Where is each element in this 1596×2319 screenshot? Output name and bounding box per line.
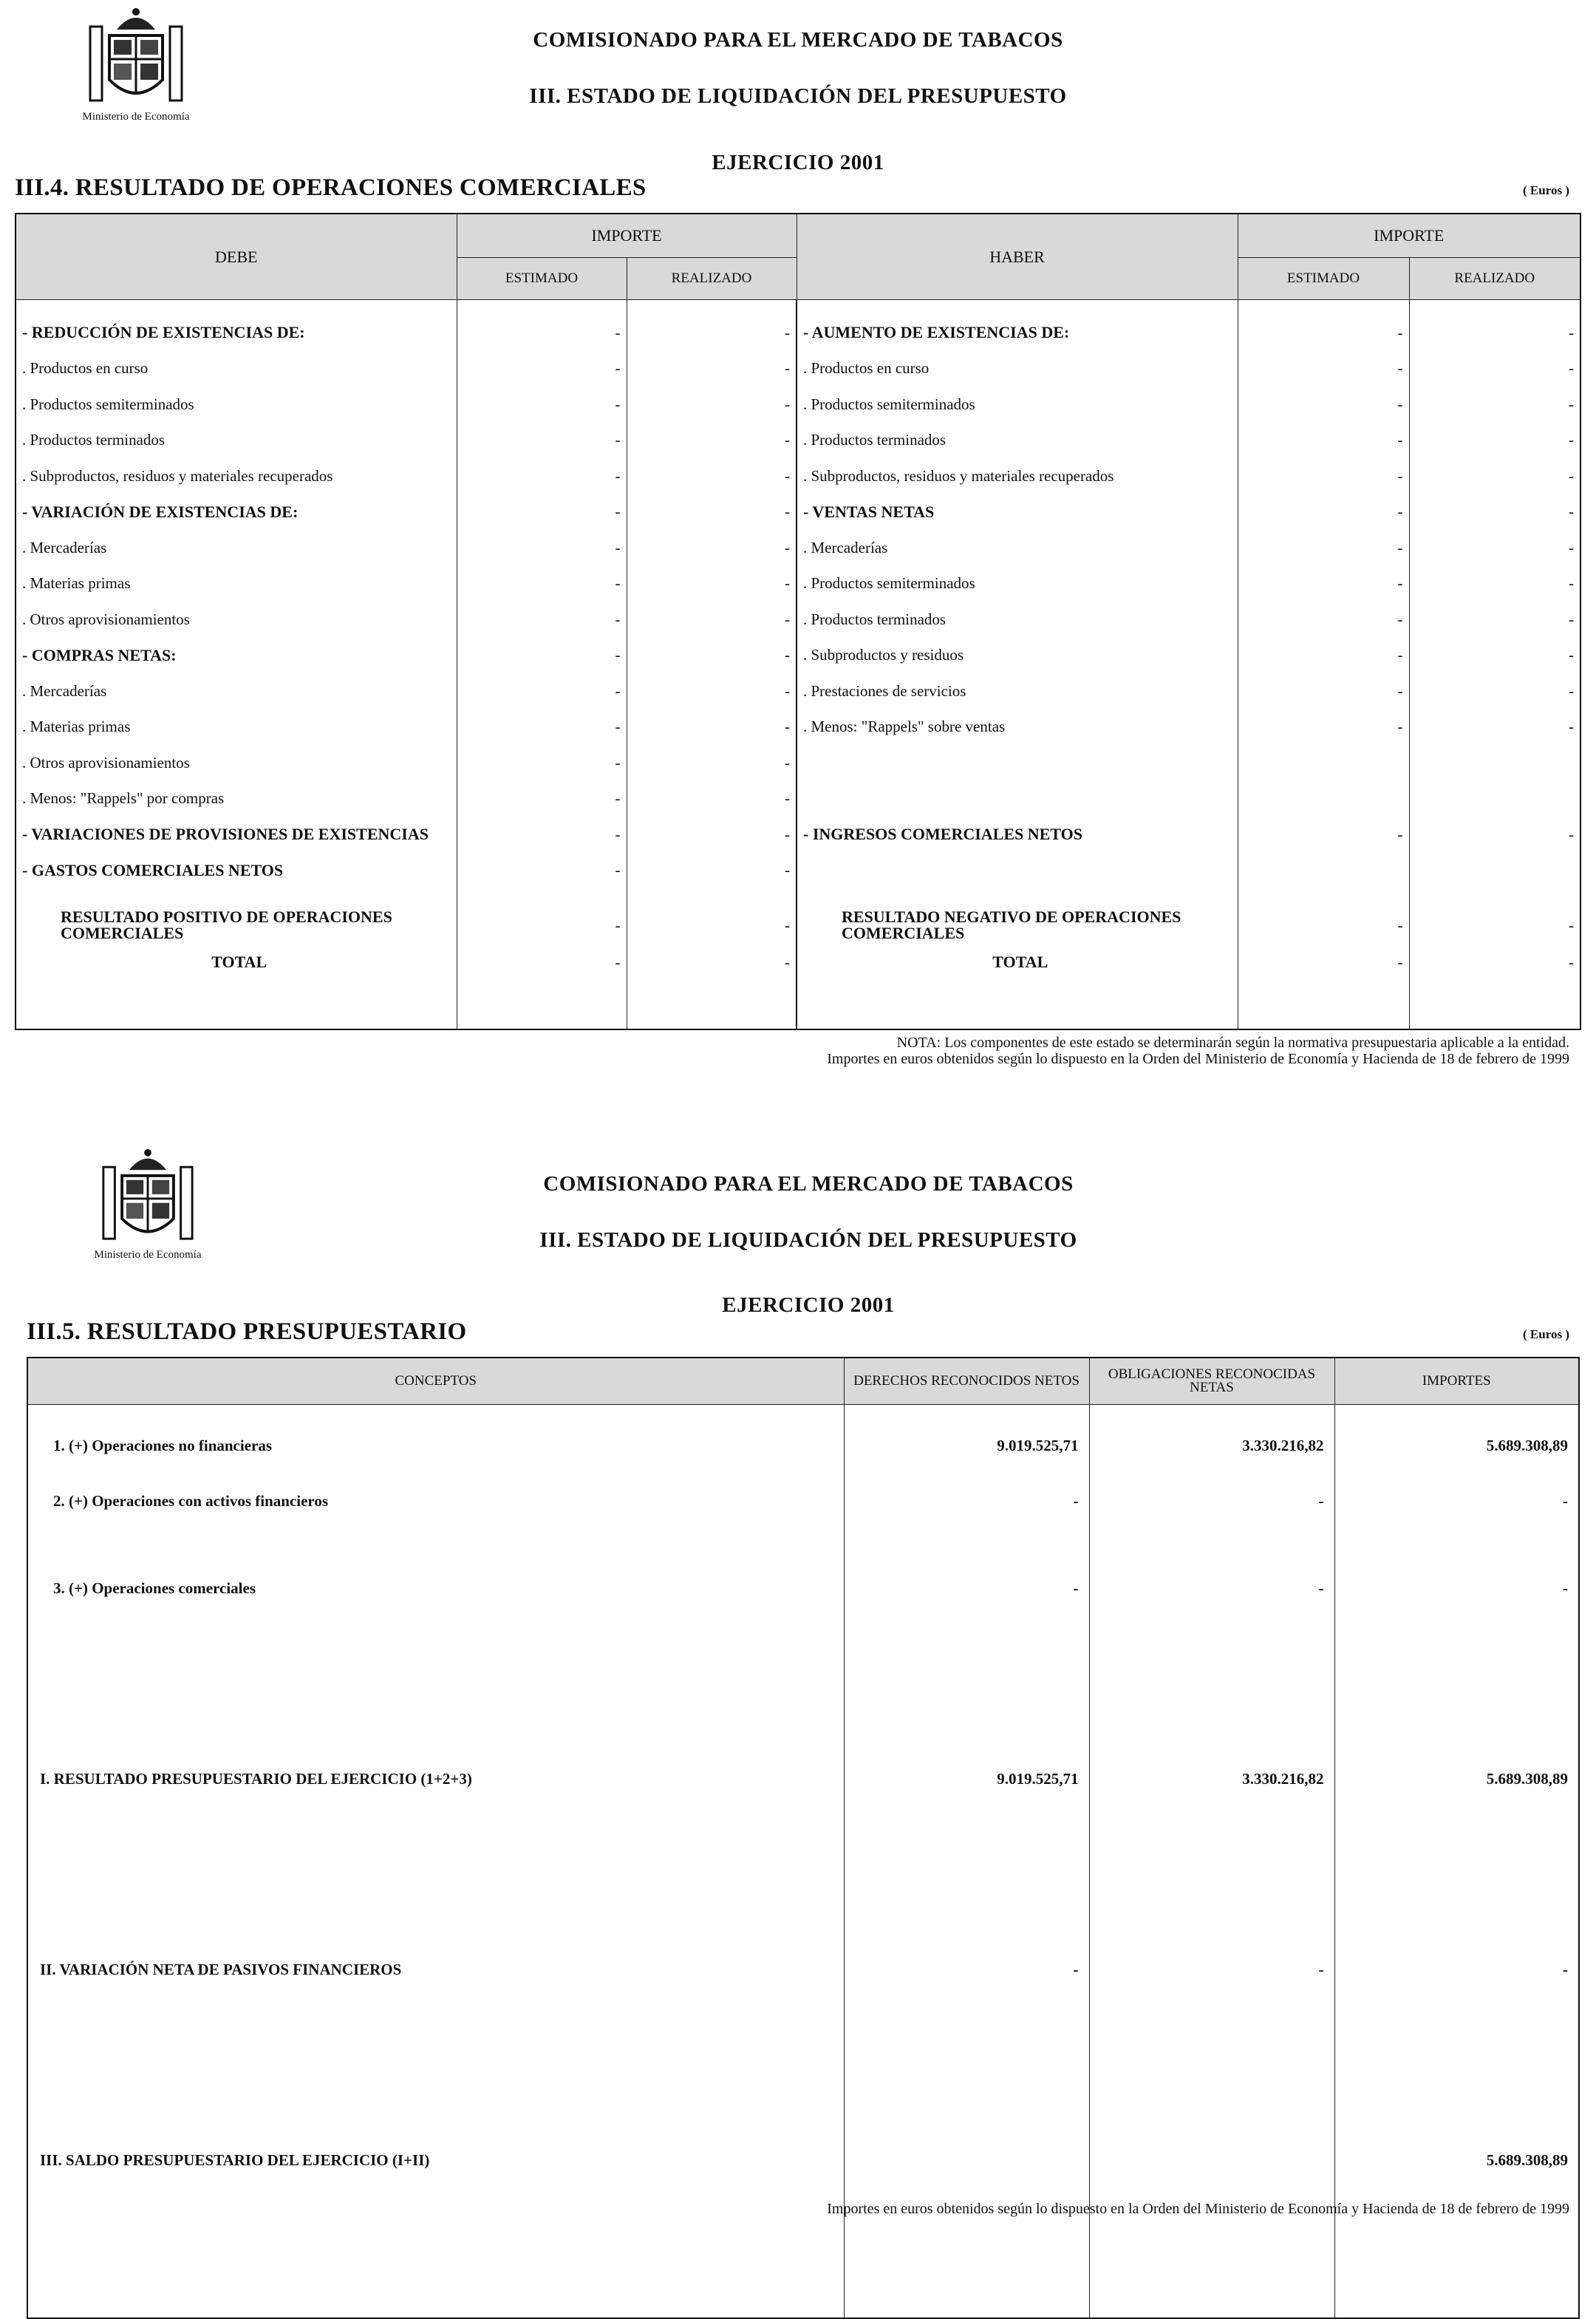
- value-cell: -: [627, 315, 797, 351]
- value-cell: -: [627, 781, 797, 817]
- debe-item-label: - VARIACIONES DE PROVISIONES DE EXISTENCIAS: [16, 817, 457, 853]
- debe-item-label: . Menos: "Rappels" por compras: [16, 781, 457, 817]
- value-cell: -: [457, 423, 627, 459]
- value-cell: -: [1238, 494, 1409, 531]
- estimado-header: ESTIMADO: [457, 258, 627, 300]
- table-row: [16, 709, 1580, 746]
- table-row: [27, 1742, 1579, 1932]
- value-cell: -: [457, 638, 627, 674]
- value-cell: -: [1409, 530, 1580, 566]
- concept-label: I. RESULTADO PRESUPUESTARIO DEL EJERCICIO (1+2+3): [27, 1742, 844, 1932]
- value-cell: -: [457, 745, 627, 781]
- value-cell: -: [627, 351, 797, 387]
- value-cell: -: [1238, 673, 1409, 709]
- value-cell: [1238, 781, 1409, 817]
- value-cell: -: [1238, 351, 1409, 387]
- note-line: NOTA: Los componentes de este estado se determinarán según la normativa presupuestaria aplicable a la entidad.: [896, 1035, 1569, 1051]
- realizado-header: REALIZADO: [627, 258, 797, 300]
- value-cell: -: [1409, 386, 1580, 423]
- value-cell: -: [1409, 423, 1580, 459]
- haber-item-label: . Productos semiterminados: [797, 566, 1238, 602]
- value-cell: -: [627, 386, 797, 423]
- value-cell: -: [627, 853, 797, 889]
- value-cell: -: [627, 530, 797, 566]
- value-cell: -: [627, 602, 797, 638]
- importe-header: IMPORTE: [457, 214, 797, 258]
- table-row: [16, 386, 1580, 423]
- importes-value: -: [1334, 1932, 1579, 2123]
- value-cell: -: [627, 709, 797, 746]
- derechos-header: DERECHOS RECONOCIDOS NETOS: [844, 1358, 1089, 1405]
- value-cell: -: [1238, 386, 1409, 423]
- table-row: [16, 745, 1580, 781]
- debe-item-label: . Mercaderías: [16, 673, 457, 709]
- value-cell: -: [1409, 602, 1580, 638]
- table-row: [27, 1405, 1579, 1487]
- value-cell: [1409, 745, 1580, 781]
- value-cell: -: [1238, 530, 1409, 566]
- fiscal-year: EJERCICIO 2001: [722, 1293, 895, 1317]
- obligaciones-value: 3.330.216,82: [1089, 1742, 1334, 1932]
- debe-item-label: - COMPRAS NETAS:: [16, 638, 457, 674]
- importes-value: -: [1334, 1573, 1579, 1742]
- debe-item-label: . Productos en curso: [16, 351, 457, 387]
- value-cell: -: [457, 351, 627, 387]
- value-cell: -: [457, 903, 627, 947]
- footer-note: Importes en euros obtenidos según lo dispuesto en la Orden del Ministerio de Economía y Hacienda de 18 de febrero de 1999: [827, 2201, 1569, 2217]
- derechos-value: -: [844, 1932, 1089, 2123]
- realizado-header: REALIZADO: [1409, 258, 1580, 300]
- value-cell: -: [457, 853, 627, 889]
- importes-value: 5.689.308,89: [1334, 1742, 1579, 1932]
- value-cell: -: [627, 817, 797, 853]
- section-title: III.5. RESULTADO PRESUPUESTARIO: [27, 1318, 467, 1345]
- value-cell: -: [1238, 423, 1409, 459]
- haber-item-label: . Subproductos y residuos: [797, 638, 1238, 674]
- importes-value: -: [1334, 1486, 1579, 1573]
- concept-label: II. VARIACIÓN NETA DE PASIVOS FINANCIEROS: [27, 1932, 844, 2123]
- table-row: [27, 1573, 1579, 1742]
- ministry-name: Ministerio de Economía: [94, 1249, 202, 1261]
- value-cell: -: [627, 638, 797, 674]
- haber-item-label: [797, 781, 1238, 817]
- haber-item-label: - VENTAS NETAS: [797, 494, 1238, 531]
- value-cell: -: [627, 673, 797, 709]
- value-cell: -: [627, 947, 797, 977]
- value-cell: -: [1238, 709, 1409, 746]
- value-cell: -: [627, 494, 797, 531]
- debe-item-label: . Otros aprovisionamientos: [16, 602, 457, 638]
- value-cell: -: [627, 903, 797, 947]
- table-row: [16, 673, 1580, 709]
- value-cell: -: [627, 458, 797, 494]
- value-cell: -: [1238, 566, 1409, 602]
- concept-label: 2. (+) Operaciones con activos financieros: [27, 1486, 844, 1573]
- value-cell: -: [457, 709, 627, 746]
- value-cell: -: [1409, 351, 1580, 387]
- debe-item-label: . Productos semiterminados: [16, 386, 457, 423]
- table-row: [16, 458, 1580, 494]
- value-cell: -: [1238, 315, 1409, 351]
- value-cell: -: [457, 673, 627, 709]
- obligaciones-value: -: [1089, 1573, 1334, 1742]
- concept-label: 3. (+) Operaciones comerciales: [27, 1573, 844, 1742]
- value-cell: -: [457, 386, 627, 423]
- derechos-value: -: [844, 1486, 1089, 1573]
- obligaciones-value: -: [1089, 1932, 1334, 2123]
- value-cell: -: [457, 602, 627, 638]
- value-cell: -: [1409, 817, 1580, 853]
- value-cell: -: [457, 817, 627, 853]
- haber-item-label: . Productos semiterminados: [797, 386, 1238, 423]
- derechos-value: -: [844, 1573, 1089, 1742]
- table-row: [16, 817, 1580, 853]
- value-cell: -: [1238, 458, 1409, 494]
- haber-item-label: . Menos: "Rappels" sobre ventas: [797, 709, 1238, 746]
- fiscal-year: EJERCICIO 2001: [712, 151, 884, 174]
- commercial-operations-table: [15, 213, 1581, 1030]
- obligaciones-value: -: [1089, 1486, 1334, 1573]
- value-cell: -: [627, 423, 797, 459]
- value-cell: -: [457, 494, 627, 531]
- haber-item-label: . Subproductos, residuos y materiales recuperados: [797, 458, 1238, 494]
- obligaciones-value: [1089, 2123, 1334, 2318]
- importes-header: IMPORTES: [1334, 1358, 1579, 1405]
- org-title: COMISIONADO PARA EL MERCADO DE TABACOS: [543, 1172, 1074, 1196]
- importes-value: 5.689.308,89: [1334, 1405, 1579, 1487]
- value-cell: -: [1238, 947, 1409, 977]
- haber-item-label: . Productos terminados: [797, 423, 1238, 459]
- value-cell: [1238, 853, 1409, 889]
- value-cell: -: [457, 947, 627, 977]
- report-title: III. ESTADO DE LIQUIDACIÓN DEL PRESUPUESTO: [539, 1228, 1077, 1252]
- table-row: [16, 602, 1580, 638]
- debe-header: DEBE: [16, 214, 457, 300]
- concept-label: III. SALDO PRESUPUESTARIO DEL EJERCICIO (I+II): [27, 2123, 844, 2318]
- value-cell: -: [1409, 315, 1580, 351]
- haber-item-label: - INGRESOS COMERCIALES NETOS: [797, 817, 1238, 853]
- value-cell: [1409, 853, 1580, 889]
- currency-units: ( Euros ): [1523, 183, 1569, 197]
- value-cell: -: [457, 566, 627, 602]
- value-cell: -: [1238, 817, 1409, 853]
- haber-item-label: [797, 853, 1238, 889]
- debe-item-label: . Materias primas: [16, 566, 457, 602]
- table-row: [16, 566, 1580, 602]
- result-positive-label: RESULTADO POSITIVO DE OPERACIONES COMERCIALES: [16, 903, 457, 947]
- debe-item-label: - VARIACIÓN DE EXISTENCIAS DE:: [16, 494, 457, 531]
- haber-item-label: [797, 745, 1238, 781]
- value-cell: -: [1409, 709, 1580, 746]
- value-cell: -: [1409, 673, 1580, 709]
- obligaciones-header: OBLIGACIONES RECONOCIDAS NETAS: [1089, 1358, 1334, 1405]
- total-label: TOTAL: [16, 947, 457, 977]
- value-cell: -: [1409, 638, 1580, 674]
- obligaciones-value: 3.330.216,82: [1089, 1405, 1334, 1487]
- value-cell: -: [1409, 458, 1580, 494]
- currency-units: ( Euros ): [1523, 1327, 1569, 1341]
- haber-item-label: . Mercaderías: [797, 530, 1238, 566]
- value-cell: [1409, 781, 1580, 817]
- value-cell: -: [1238, 903, 1409, 947]
- table-row: [16, 853, 1580, 889]
- haber-item-label: . Productos terminados: [797, 602, 1238, 638]
- total-label: TOTAL: [797, 947, 1238, 977]
- value-cell: -: [457, 315, 627, 351]
- debe-item-label: . Mercaderías: [16, 530, 457, 566]
- estimado-header: ESTIMADO: [1238, 258, 1409, 300]
- concept-label: 1. (+) Operaciones no financieras: [27, 1405, 844, 1487]
- table-row: [16, 530, 1580, 566]
- table-row: [16, 351, 1580, 387]
- value-cell: -: [457, 530, 627, 566]
- table-row: [27, 1932, 1579, 2123]
- value-cell: -: [1409, 947, 1580, 977]
- table-row: [16, 781, 1580, 817]
- table-row: [27, 2123, 1579, 2318]
- value-cell: [1238, 745, 1409, 781]
- section-title: III.4. RESULTADO DE OPERACIONES COMERCIALES: [15, 174, 647, 201]
- value-cell: -: [1409, 494, 1580, 531]
- debe-item-label: . Productos terminados: [16, 423, 457, 459]
- table-row: [16, 315, 1580, 351]
- haber-item-label: . Prestaciones de servicios: [797, 673, 1238, 709]
- value-cell: -: [457, 781, 627, 817]
- importe-header: IMPORTE: [1238, 214, 1580, 258]
- value-cell: -: [1409, 903, 1580, 947]
- table-row: [16, 638, 1580, 674]
- debe-item-label: - REDUCCIÓN DE EXISTENCIAS DE:: [16, 315, 457, 351]
- debe-item-label: - GASTOS COMERCIALES NETOS: [16, 853, 457, 889]
- debe-item-label: . Materias primas: [16, 709, 457, 746]
- value-cell: -: [457, 458, 627, 494]
- ministry-name: Ministerio de Economía: [82, 111, 190, 123]
- haber-header: HABER: [797, 214, 1238, 300]
- value-cell: -: [1238, 638, 1409, 674]
- table-row: [16, 494, 1580, 531]
- table-row: [16, 423, 1580, 459]
- debe-item-label: . Subproductos, residuos y materiales recuperados: [16, 458, 457, 494]
- haber-item-label: . Productos en curso: [797, 351, 1238, 387]
- value-cell: -: [1409, 566, 1580, 602]
- derechos-value: 9.019.525,71: [844, 1405, 1089, 1487]
- budget-result-table: [27, 1357, 1580, 2319]
- value-cell: -: [1238, 602, 1409, 638]
- importes-value: 5.689.308,89: [1334, 2123, 1579, 2318]
- debe-item-label: . Otros aprovisionamientos: [16, 745, 457, 781]
- table-row: [27, 1486, 1579, 1573]
- value-cell: -: [627, 566, 797, 602]
- report-title: III. ESTADO DE LIQUIDACIÓN DEL PRESUPUESTO: [529, 84, 1067, 108]
- derechos-value: 9.019.525,71: [844, 1742, 1089, 1932]
- haber-item-label: - AUMENTO DE EXISTENCIAS DE:: [797, 315, 1238, 351]
- org-title: COMISIONADO PARA EL MERCADO DE TABACOS: [533, 28, 1063, 52]
- conceptos-header: CONCEPTOS: [27, 1358, 844, 1405]
- note-line: Importes en euros obtenidos según lo dispuesto en la Orden del Ministerio de Economía y Hacienda de 18 de febrero de 1999: [827, 1051, 1569, 1067]
- derechos-value: [844, 2123, 1089, 2318]
- value-cell: -: [627, 745, 797, 781]
- result-negative-label: RESULTADO NEGATIVO DE OPERACIONES COMERCIALES: [797, 903, 1238, 947]
